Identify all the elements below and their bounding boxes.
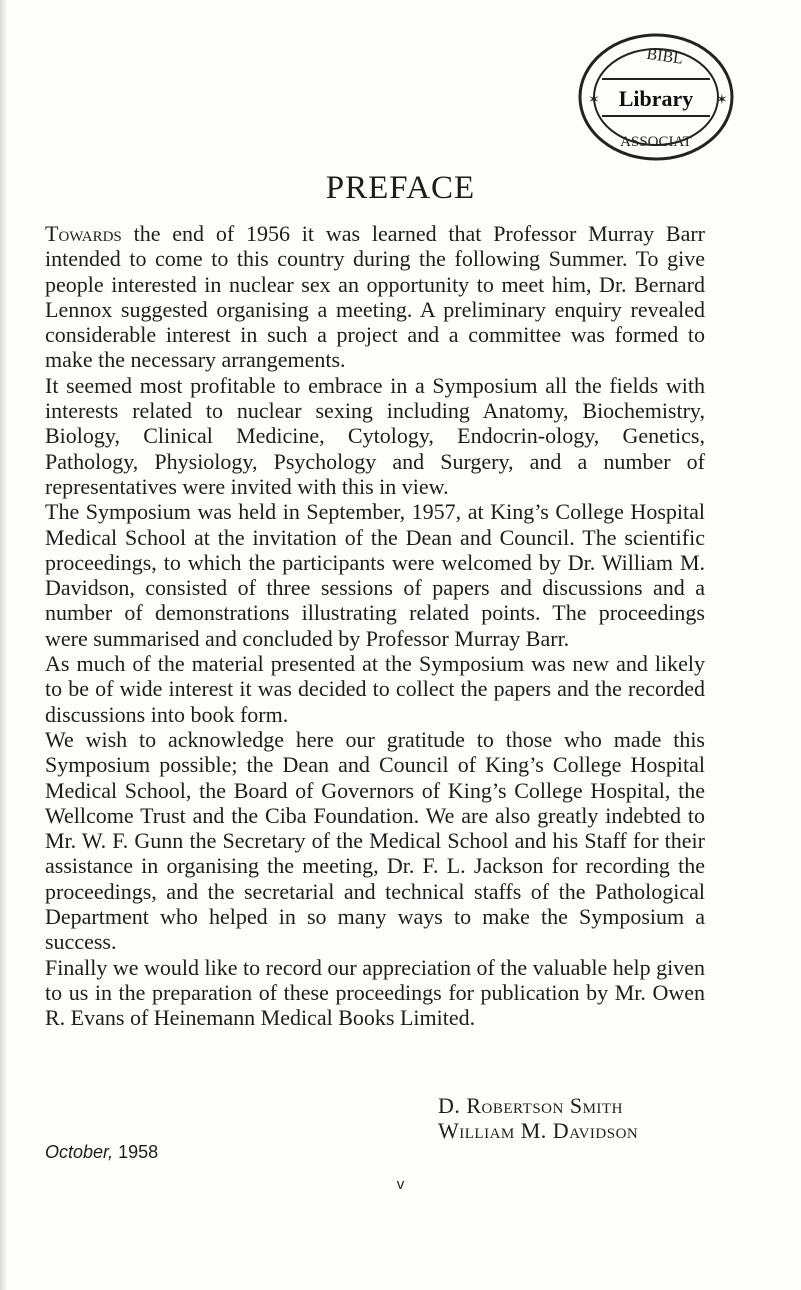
stamp-star-right-icon: ✶ (716, 93, 728, 108)
paragraph-2: It seemed most profitable to embrace in a Symposium all the fields with interests related to nuclear sexing including Anatomy, Biochemistry, Biology, Clinical Medicine, Cytology, Endocrin-ology, Genetics, Pathology, Physiology, Psychology and Surgery, and a number of representatives were invited with this in view. (45, 372, 705, 499)
date-month: October, (45, 1142, 114, 1162)
stamp-star-left-icon: ✶ (588, 93, 600, 108)
paragraph-6: Finally we would like to record our appreciation of the valuable help given to us in the preparation of these proceedings for publication by Mr. Owen R. Evans of Heinemann Medical Books Limited. (45, 954, 705, 1031)
stamp-center-text: Library (618, 86, 694, 111)
page-title: PREFACE (325, 170, 476, 206)
stamp-top-text: BIBL (645, 45, 685, 68)
page-number: v (396, 1176, 405, 1193)
date-line (45, 1142, 158, 1163)
paragraph-3: The Symposium was held in September, 1957, at King’s College Hospital Medical School at the invitation of the Dean and Council. The scientific proceedings, to which the participants were welcomed by Dr. William M. Davidson, consisted of three sessions of papers and discussions and a number of demonstrations illustrating related points. The proceedings were summarised and concluded by Professor Murray Barr. (45, 499, 705, 651)
library-stamp-icon (574, 24, 738, 170)
paragraph-4: As much of the material presented at the Symposium was new and likely to be of wide interest it was decided to collect the papers and the recorded discussions into book form. (45, 651, 705, 727)
paragraph-1-text: the end of 1956 it was learned that Professor Murray Barr intended to come to this country during the following Summer. To give people interested in nuclear sex an opportunity to meet him, Dr. Bernard Lennox suggested organising a meeting. A preliminary enquiry revealed considerable interest in such a project and a committee was formed to make the necessary arrangements. (45, 221, 705, 373)
preface-body (45, 221, 705, 1031)
paragraph-5: We wish to acknowledge here our gratitude to those who made this Symposium possible; the Dean and Council of King’s College Hospital Medical School, the Board of Governors of King’s College Hospital, the Wellcome Trust and the Ciba Foundation. We are also greatly indebted to Mr. W. F. Gunn the Secretary of the Medical School and his Staff for their assistance in organising the meeting, Dr. F. L. Jackson for recording the proceedings, and the secretarial and technical staffs of the Pathological Department who helped in so many ways to make the Symposium a success. (45, 726, 705, 955)
signatory-2: William M. Davidson (438, 1118, 639, 1143)
lead-word: Towards (45, 221, 122, 246)
date-year: 1958 (118, 1142, 159, 1162)
signatory-1: D. Robertson Smith (438, 1093, 623, 1118)
stamp-bottom-text: ASSOCIAT (620, 134, 692, 150)
paragraph-1 (45, 221, 705, 373)
